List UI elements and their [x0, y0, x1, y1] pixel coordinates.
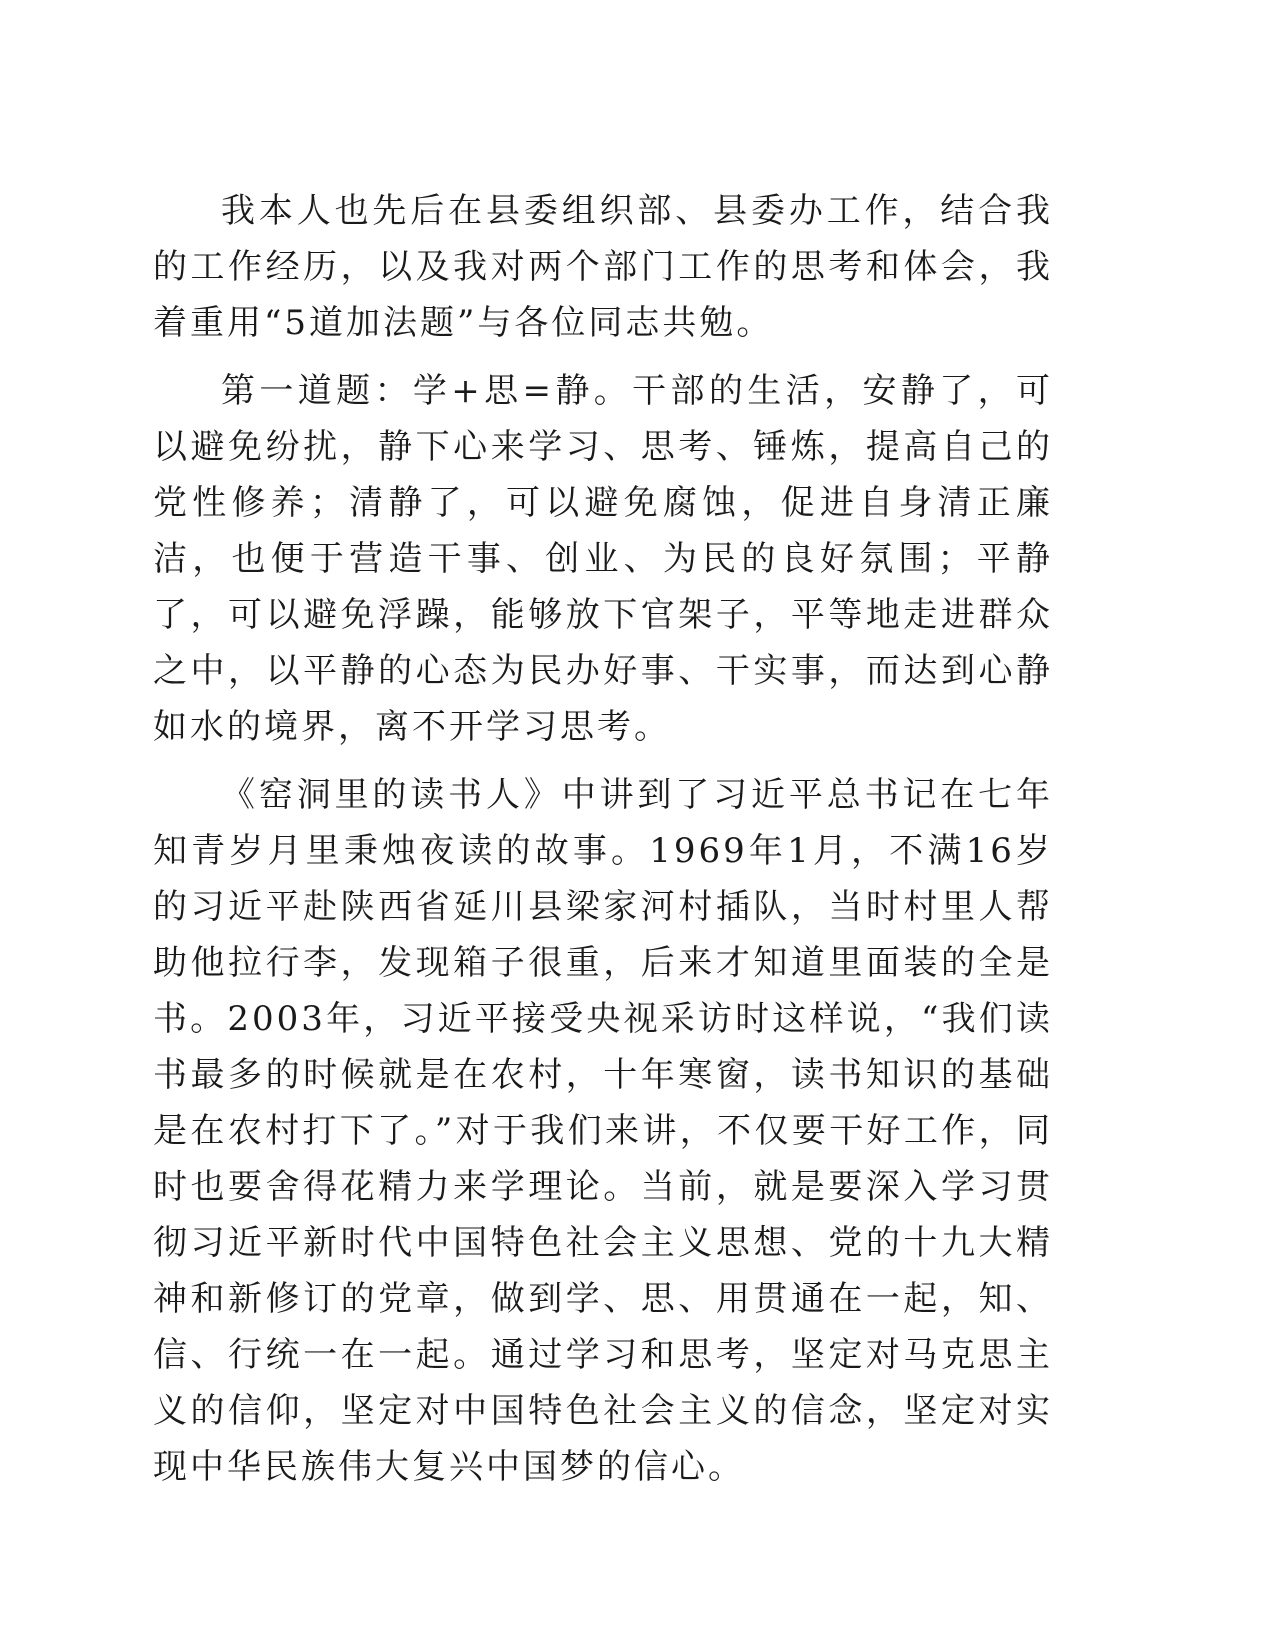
paragraph-first-topic: 第一道题：学+思=静。干部的生活，安静了，可以避免纷扰，静下心来学习、思考、锤炼，提高自己的党性修养；清静了，可以避免腐蚀，促进自身清正廉洁，也便于营造干事、创业、为民的良好氛围；平静了，可以避免浮躁，能够放下官架子，平等地走进群众之中，以平静的心态为民办好事、干实事，而达到心静如水的境界，离不开学习思考。: [153, 371, 1053, 747]
paragraph-story: 《窑洞里的读书人》中讲到了习近平总书记在七年知青岁月里秉烛夜读的故事。1969年1月，不满16岁的习近平赴陕西省延川县梁家河村插队，当时村里人帮助他拉行李，发现箱子很重，后来才知道里面装的全是书。2003年，习近平接受央视采访时这样说，“我们读书最多的时候就是在农村，十年寒窗，读书知识的基础是在农村打下了。”对于我们来讲，不仅要干好工作，同时也要舍得花精力来学理论。当前，就是要深入学习贯彻习近平新时代中国特色社会主义思想、党的十九大精神和新修订的党章，做到学、思、用贯通在一起，知、信、行统一在一起。通过学习和思考，坚定对马克思主义的信仰，坚定对中国特色社会主义的信念，坚定对实现中华民族伟大复兴中国梦的信心。: [153, 775, 1053, 1487]
paragraph-intro: 我本人也先后在县委组织部、县委办工作，结合我的工作经历，以及我对两个部门工作的思考和体会，我着重用“5道加法题”与各位同志共勉。: [153, 191, 1053, 343]
document-body: [153, 183, 1053, 1507]
